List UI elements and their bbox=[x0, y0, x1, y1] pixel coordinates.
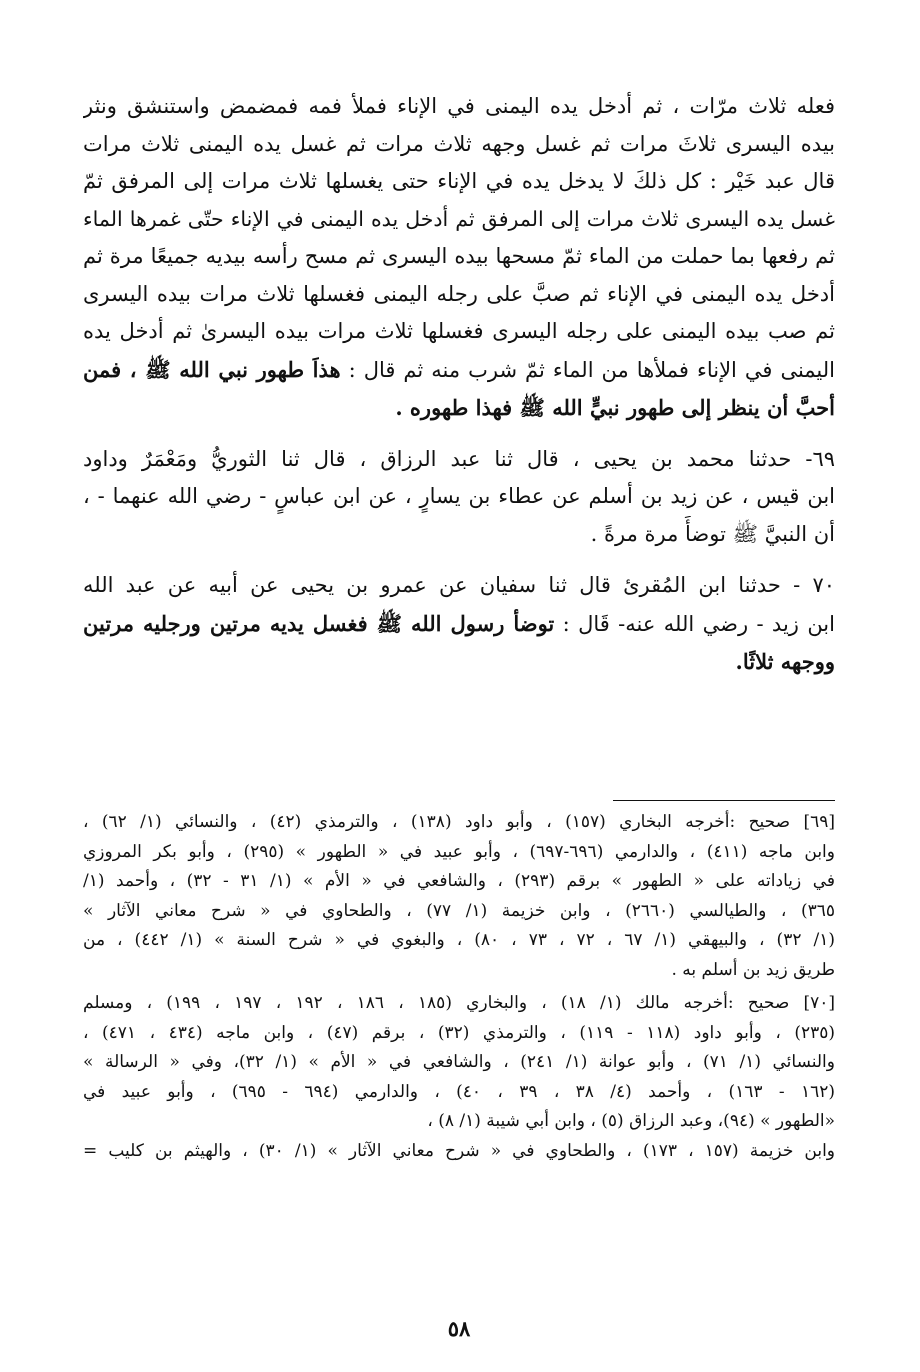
bold-text-run: توضأ رسول الله ﷺ فغسل يديه مرتين ورجليه مرتين bbox=[83, 610, 555, 636]
footnotes bbox=[83, 808, 835, 1166]
footnote-line: (١/ ٣٢) ، والبيهقي (١/ ٦٧ ، ٧٢ ، ٧٣ ، ٨٠) ، والبغوي في « شرح السنة » (١/ ٤٤٢) ، من bbox=[83, 930, 835, 950]
text-run: اليمنى في الإناء فملأها من الماء ثمّ شرب منه ثم قال : bbox=[340, 357, 835, 382]
paragraph-hadith-70 bbox=[83, 567, 835, 681]
text-line bbox=[83, 351, 835, 390]
text-line: غسل يده اليسرى ثلاث مرات إلى المرفق ثم أدخل يده اليمنى في الإناء حتّى غمرها الماء bbox=[83, 206, 835, 231]
text-line: ٦٩- حدثنا محمد بن يحيى ، قال ثنا عبد الرزاق ، قال ثنا الثوريُّ ومَعْمَرٌ وداود bbox=[83, 446, 835, 471]
footnote-70 bbox=[83, 989, 835, 1166]
footnote-line: [٧٠] صحيح :أخرجه مالك (١/ ١٨) ، والبخاري (١٨٥ ، ١٨٦ ، ١٩٢ ، ١٩٧ ، ١٩٩) ، ومسلم bbox=[83, 993, 835, 1013]
footnote-line: وابن ماجه (٤١١) ، والدارمي (٦٩٦-٦٩٧) ، وأبو عبيد في « الطهور » (٢٩٥) ، وأبو بكر المروزي bbox=[83, 841, 835, 862]
footnote-line: [٦٩] صحيح :أخرجه البخاري (١٥٧) ، وأبو داود (١٣٨) ، والترمذي (٤٢) ، والنسائي (١/ ٦٢) ، bbox=[83, 812, 835, 832]
footnote-69 bbox=[83, 808, 835, 985]
text-line: ابن قيس ، عن زيد بن أسلم عن عطاء بن يسارٍ ، عن ابن عباسٍ - رضي الله عنهما - ، bbox=[83, 484, 835, 508]
main-text bbox=[83, 88, 835, 681]
text-line: ٧٠ - حدثنا ابن المُقرئ قال ثنا سفيان عن عمرو بن يحيى عن أبيه عن عبد الله bbox=[83, 573, 835, 597]
footnote-separator bbox=[613, 800, 835, 801]
footnote-line: (٢٣٥) ، وأبو داود (١١٨ - ١١٩) ، والترمذي (٣٢) ، برقم (٤٧) ، وابن ماجه (٤٣٤ ، ٤٧١) ، bbox=[83, 1022, 835, 1043]
text-line bbox=[83, 605, 835, 644]
paragraph-hadith-68-continued bbox=[83, 88, 835, 427]
footnote-line: وابن خزيمة (١٥٧ ، ١٧٣) ، والطحاوي في « شرح معاني الآثار » (١/ ٣٠) ، والهيثم بن كليب = bbox=[83, 1140, 835, 1161]
text-line: أن النبيَّ ﷺ توضأً مرة مرةً . bbox=[590, 521, 835, 546]
text-line: ثم رفعها بما حملت من الماء ثمّ مسحها بيده اليسرى ثم مسح رأسه بيديه جميعًا مرة ثم bbox=[83, 244, 835, 268]
book-page bbox=[83, 88, 835, 1358]
footnote-line: (١٦٢ - ١٦٣) ، وأحمد (٤/ ٣٨ ، ٣٩ ، ٤٠) ، والدارمي (٦٩٤ - ٦٩٥) ، وأبو عبيد في bbox=[83, 1081, 835, 1102]
text-line: أحبَّ أن ينظر إلى طهور نبيٍّ الله ﷺ فهذا طهوره . bbox=[395, 395, 835, 420]
footnote-line: والنسائي (١/ ٧١) ، وأبو عوانة (١/ ٢٤١) ، والشافعي في « الأم » (١/ ٣٢)، وفي « الرسالة » bbox=[83, 1052, 835, 1072]
footnote-line: «الطهور » (٩٤)، وعبد الرزاق (٥) ، وابن أبي شيبة (١/ ٨) ، bbox=[427, 1111, 835, 1131]
footnote-line: طريق زيد بن أسلم به . bbox=[671, 959, 835, 980]
text-line: ثم صب بيده اليمنى على رجله اليسرى فغسلها ثلاث مرات بيده اليسرىٰ ثم أدخل يده bbox=[83, 319, 835, 343]
text-line: ووجهه ثلاثًا. bbox=[735, 649, 835, 674]
page-number: ٥٨ bbox=[447, 1316, 471, 1341]
footnote-line: ٣٦٥) ، والطيالسي (٢٦٦٠) ، وابن خزيمة (١/ ٧٧) ، والطحاوي في « شرح معاني الآثار » bbox=[83, 900, 835, 921]
text-line: بيده اليسرى ثلاثَ مرات ثم غسل وجهه ثلاث مرات ثم غسل يده اليمنى ثلاث مرات bbox=[83, 131, 835, 156]
text-run: ابن زيد - رضي الله عنه- قَال : bbox=[554, 611, 835, 636]
text-line: أدخل يده اليمنى في الإناء ثم صبَّ على رجله اليمنى فغسلها ثلاث مرات بيده اليسرى bbox=[83, 281, 835, 306]
text-line: قال عبد خَيْر : كل ذلكَ لا يدخل يده في الإناء حتى يغسلها ثلاث مرات إلى المرفق ثمّ bbox=[83, 169, 835, 193]
bold-text-run: هذاَ طهور نبي الله ﷺ ، فمن bbox=[83, 356, 341, 382]
footnote-line: في زياداته على « الطهور » برقم (٢٩٣) ، والشافعي في « الأم » (١/ ٣١ - ٣٢) ، وأحمد (١/ bbox=[83, 871, 835, 891]
paragraph-hadith-69 bbox=[83, 441, 835, 554]
text-line: فعله ثلاث مرّات ، ثم أدخل يده اليمنى في الإناء فملأ فمه فمضمض واستنشق ونثر bbox=[83, 94, 835, 118]
